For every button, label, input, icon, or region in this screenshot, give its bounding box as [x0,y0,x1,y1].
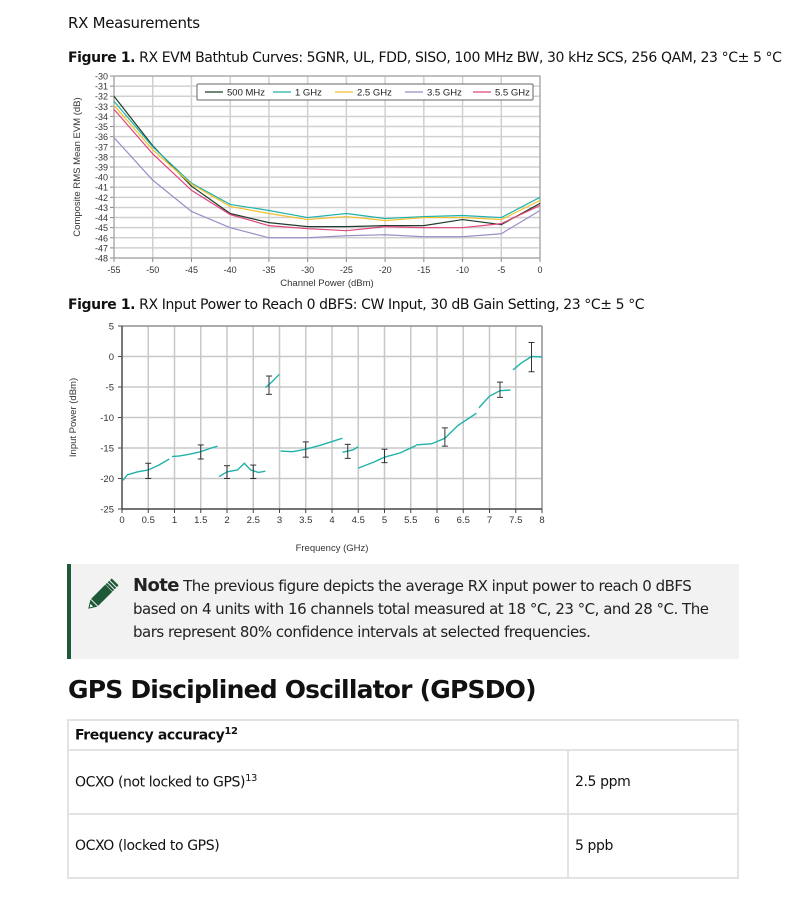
gpsdo-heading: GPS Disciplined Oscillator (GPSDO) [68,675,536,704]
y-tick-label: -5 [105,382,114,394]
x-tick-label: -55 [107,265,121,275]
x-tick-label: -50 [146,265,160,275]
row-label-text: OCXO (locked to GPS) [75,838,220,854]
x-tick-label: 4.5 [351,515,365,526]
x-tick-label: -5 [497,265,506,275]
y-axis-label: Input Power (dBm) [68,377,79,458]
x-tick-label: 8 [539,515,545,526]
x-tick-label: 0 [537,265,543,275]
table-header-row [68,720,738,750]
note-body: The previous figure depicts the average RX input power to reach 0 dBFS based on 4 units with 16 channels total measured at 18 °C, 23 °C, and 28 °C. The bars represent 80% confidence intervals at selected frequencies. [133,577,709,641]
x-tick-label: 1 [171,515,178,526]
note-label: Note [133,575,179,596]
x-tick-label: 5.5 [404,515,418,526]
x-tick-label: 7.5 [509,515,523,526]
section-title: RX Measurements [68,14,200,32]
y-tick-label: -47 [94,243,108,254]
table-row [68,750,738,814]
x-tick-label: -10 [456,265,470,275]
x-tick-label: 3 [276,515,283,526]
note-text [133,574,733,644]
y-axis-label: Composite RMS Mean EVM (dB) [72,97,83,237]
table-header-cell [68,720,738,750]
header-label: Frequency accuracy [75,727,225,744]
y-tick-label: -15 [100,443,114,455]
legend-label: 2.5 GHz [357,87,392,99]
y-tick-label: -32 [94,91,108,102]
data-line-segment [123,459,169,480]
row-label [68,814,568,878]
y-tick-label: -40 [94,172,108,183]
x-tick-label: -20 [378,265,392,275]
data-line-segment [281,438,343,451]
y-tick-label: -36 [94,132,108,143]
row-label [68,750,568,814]
y-tick-label: -31 [94,81,108,92]
y-tick-label: -48 [94,253,108,264]
x-tick-label: 1.5 [194,515,208,526]
legend-label: 1 GHz [295,87,322,99]
figure-caption-text: RX EVM Bathtub Curves: 5GNR, UL, FDD, SISO, 100 MHz BW, 30 kHz SCS, 256 QAM, 23 °C± 5 °C [139,50,782,66]
figure-label: Figure 1. [68,50,136,66]
y-tick-label: -43 [94,202,108,213]
pencil-icon [81,576,121,616]
data-line-segment [513,357,542,370]
y-tick-label: -10 [100,413,114,424]
x-tick-label: 6.5 [456,515,470,526]
y-tick-label: -33 [94,101,108,112]
row-value: 2.5 ppm [568,750,738,814]
y-tick-label: -39 [94,162,108,173]
footnote-ref[interactable]: 12 [224,726,238,738]
y-tick-label: 0 [108,352,114,363]
y-tick-label: 5 [108,321,114,333]
x-tick-label: 5 [381,515,388,526]
y-tick-label: -38 [94,152,108,163]
legend-label: 500 MHz [227,87,266,99]
y-tick-label: -25 [100,504,114,516]
y-tick-label: -41 [94,182,108,193]
figure-label: Figure 1. [68,297,136,313]
legend-label: 5.5 GHz [495,87,530,99]
y-tick-label: -42 [94,192,108,203]
y-tick-label: -30 [94,71,108,82]
x-tick-label: 2.5 [246,515,260,526]
x-tick-label: -25 [339,265,353,275]
row-label-text: OCXO (not locked to GPS) [75,774,246,791]
x-tick-label: 2 [224,515,230,526]
footnote-ref[interactable]: 13 [245,773,257,785]
x-tick-label: -40 [223,265,237,275]
data-line-segment [479,390,511,408]
y-tick-label: -35 [94,122,108,133]
note-box [67,564,739,659]
x-tick-label: -45 [184,265,198,275]
y-tick-label: -20 [100,474,114,485]
x-tick-label: 4 [329,515,335,526]
y-tick-label: -46 [94,233,108,244]
x-tick-label: 7 [486,515,493,526]
x-tick-label: 0 [119,515,125,526]
x-tick-label: 6 [434,515,440,526]
x-tick-label: -30 [301,265,315,275]
y-tick-label: -44 [94,213,108,224]
legend-label: 3.5 GHz [427,87,462,99]
x-tick-label: 3.5 [299,515,313,526]
y-tick-label: -37 [94,142,108,153]
x-axis-label: Frequency (GHz) [295,543,369,554]
y-tick-label: -34 [94,111,108,122]
x-axis-label: Channel Power (dBm) [280,278,374,289]
x-tick-label: -15 [417,265,431,275]
x-tick-label: 0.5 [141,515,155,526]
row-value: 5 ppb [568,814,738,878]
figure-caption-text: RX Input Power to Reach 0 dBFS: CW Input, 30 dB Gain Setting, 23 °C± 5 °C [139,297,645,313]
x-tick-label: -35 [262,265,276,275]
table-row [68,814,738,878]
gpsdo-spec-table [67,719,739,879]
y-tick-label: -45 [94,223,108,234]
